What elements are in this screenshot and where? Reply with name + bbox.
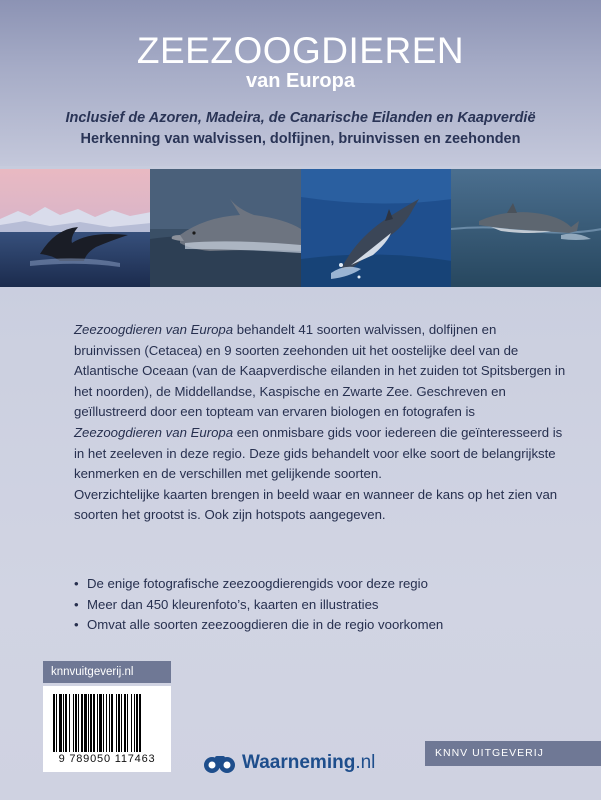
barcode-bar [106, 694, 107, 752]
publisher-label: KNNV UITGEVERIJ [425, 741, 601, 766]
bottlenose-dolphin-photo [150, 169, 300, 287]
bullet-icon: • [74, 617, 79, 633]
photo-strip [0, 169, 601, 287]
description-paragraph-1 [74, 320, 566, 485]
tagline-identification: Herkenning van walvissen, dolfijnen, bruinvissen en zeehonden [80, 131, 521, 147]
description-text [74, 320, 566, 526]
barcode-bar [139, 694, 141, 752]
book-title-italic: Zeezoogdieren van Europa [74, 424, 234, 440]
publisher-website[interactable]: knnvuitgeverij.nl [43, 661, 171, 683]
book-subtitle: van Europa [246, 70, 355, 92]
barcode-bar [97, 694, 98, 752]
description-paragraph-2: Overzichtelijke kaarten brengen in beeld waar en wanneer de kans op het zien van soorten het grootst is. Ook zijn hotspots aangegeven. [74, 486, 558, 523]
feature-text: De enige fotografische zeezoogdierengids voor deze regio [87, 576, 428, 591]
bullet-icon: • [74, 596, 79, 612]
partner-name: Waarneming.nl [242, 752, 376, 773]
barcode-bar [78, 694, 79, 752]
barcode-bar [69, 694, 70, 752]
dolphin-jumping-photo [451, 169, 601, 287]
barcode-bar [111, 694, 113, 752]
barcode-bar [81, 694, 83, 752]
feature-text: Meer dan 450 kleurenfoto’s, kaarten en illustraties [87, 596, 379, 612]
barcode-bar [99, 694, 102, 752]
barcode-bar [93, 694, 95, 752]
barcode-bar [75, 694, 77, 752]
barcode-bar [88, 694, 89, 752]
description-text-part: een onmisbare gids voor iedereen die geïnteresseerd is in het zeeleven in deze regio. Deze gids behandelt voor elke soort de belangrijkste kenmerken en de verschillen met gelijkende soorten. [74, 424, 563, 482]
feature-text: Omvat alle soorten zeezoogdieren die in de regio voorkomen [87, 617, 444, 633]
barcode-bar [134, 694, 135, 752]
isbn-barcode [43, 686, 171, 772]
leaping-dolphin-photo [301, 169, 451, 287]
barcode-bar [65, 694, 67, 752]
barcode-bar [131, 694, 132, 752]
description-text-part: behandelt 41 soorten walvissen, dolfijnen en bruinvissen (Cetacea) en 9 soorten zeehonden uit het oostelijke deel van de Atlantische Oceaan (van de Kaapverdische eilanden in het zuiden tot Spitsbergen in het noorden), de Middellandse, Kaspische en Zwarte Zee. Geschreven en geïllustreerd door een topteam van ervaren biologen en fotografen is [74, 322, 566, 420]
book-title-italic: Zeezoogdieren van Europa [74, 322, 234, 337]
feature-item [74, 615, 566, 636]
barcode-bar [53, 694, 55, 752]
barcode-bar [118, 694, 120, 752]
barcode-bar [103, 694, 104, 752]
feature-item [74, 574, 566, 595]
barcode-bar [56, 694, 57, 752]
barcode-bar [63, 694, 64, 752]
tagline-regions: Inclusief de Azoren, Madeira, de Canarische Eilanden en Kaapverdië [65, 110, 536, 126]
isbn-number: 9 789050 117463 [58, 753, 156, 765]
barcode-bar [73, 694, 74, 752]
barcode-bar [116, 694, 117, 752]
feature-item [74, 595, 566, 616]
binoculars-icon [203, 752, 237, 774]
barcode-bar [90, 694, 92, 752]
barcode-bar [109, 694, 110, 752]
barcode-bar [124, 694, 126, 752]
barcode-bars [53, 694, 161, 752]
barcode-bar [59, 694, 62, 752]
feature-list [74, 574, 566, 636]
waarneming-logo[interactable] [203, 752, 375, 774]
barcode-bar [84, 694, 87, 752]
bullet-icon: • [74, 576, 79, 591]
barcode-bar [136, 694, 138, 752]
book-title: ZEEZOOGDIEREN [136, 30, 465, 71]
whale-fluke-photo [0, 169, 150, 287]
barcode-bar [127, 694, 128, 752]
barcode-bar [121, 694, 122, 752]
